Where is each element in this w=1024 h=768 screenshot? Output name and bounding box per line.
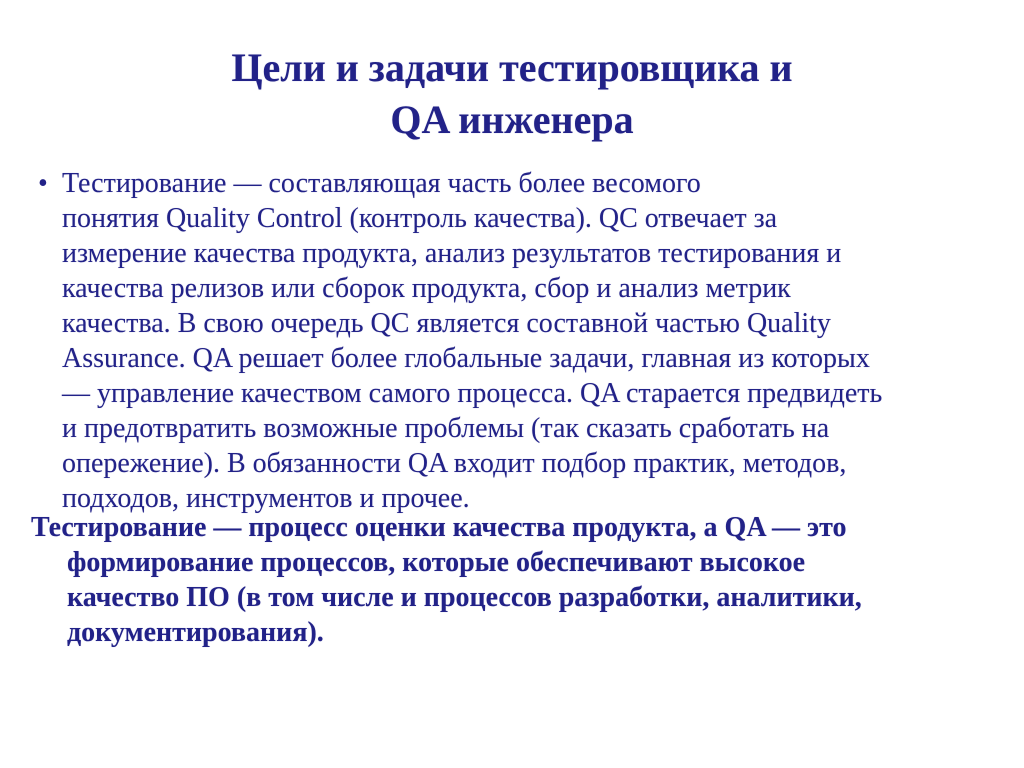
- paragraph1-line: Assurance. QA решает более глобальные задачи, главная из которых: [62, 343, 870, 374]
- slide-title-line-2: QA инженера: [390, 97, 634, 142]
- paragraph1-line: качества релизов или сборок продукта, сбор и анализ метрик: [62, 273, 791, 304]
- paragraph2-line: формирование процессов, которые обеспечивают высокое: [67, 547, 806, 578]
- paragraph1-line: опережение). В обязанности QA входит подбор практик, методов,: [62, 448, 847, 479]
- slide-title-line-1: Цели и задачи тестировщика и: [231, 45, 793, 90]
- paragraph1-line: качества. В свою очередь QC является составной частью Quality: [62, 308, 831, 339]
- paragraph2-line: документирования).: [67, 617, 324, 648]
- bullet-paragraph: [62, 166, 882, 516]
- paragraph2-line: качество ПО (в том числе и процессов разработки, аналитики,: [67, 582, 862, 613]
- bullet-icon: •: [38, 168, 48, 199]
- paragraph1-line: Тестирование — составляющая часть более весомого: [62, 168, 701, 199]
- paragraph1-line: подходов, инструментов и прочее.: [62, 483, 470, 514]
- paragraph1-line: — управление качеством самого процесса. QA старается предвидеть: [62, 378, 883, 409]
- paragraph1-line: понятия Quality Control (контроль качества). QC отвечает за: [62, 203, 778, 234]
- paragraph2-line: Тестирование — процесс оценки качества продукта, а QA — это: [31, 512, 847, 543]
- bold-paragraph: [31, 510, 862, 650]
- paragraph1-line: измерение качества продукта, анализ результатов тестирования и: [62, 238, 842, 269]
- slide-title: [0, 42, 1024, 146]
- paragraph1-line: и предотвратить возможные проблемы (так сказать сработать на: [62, 413, 830, 444]
